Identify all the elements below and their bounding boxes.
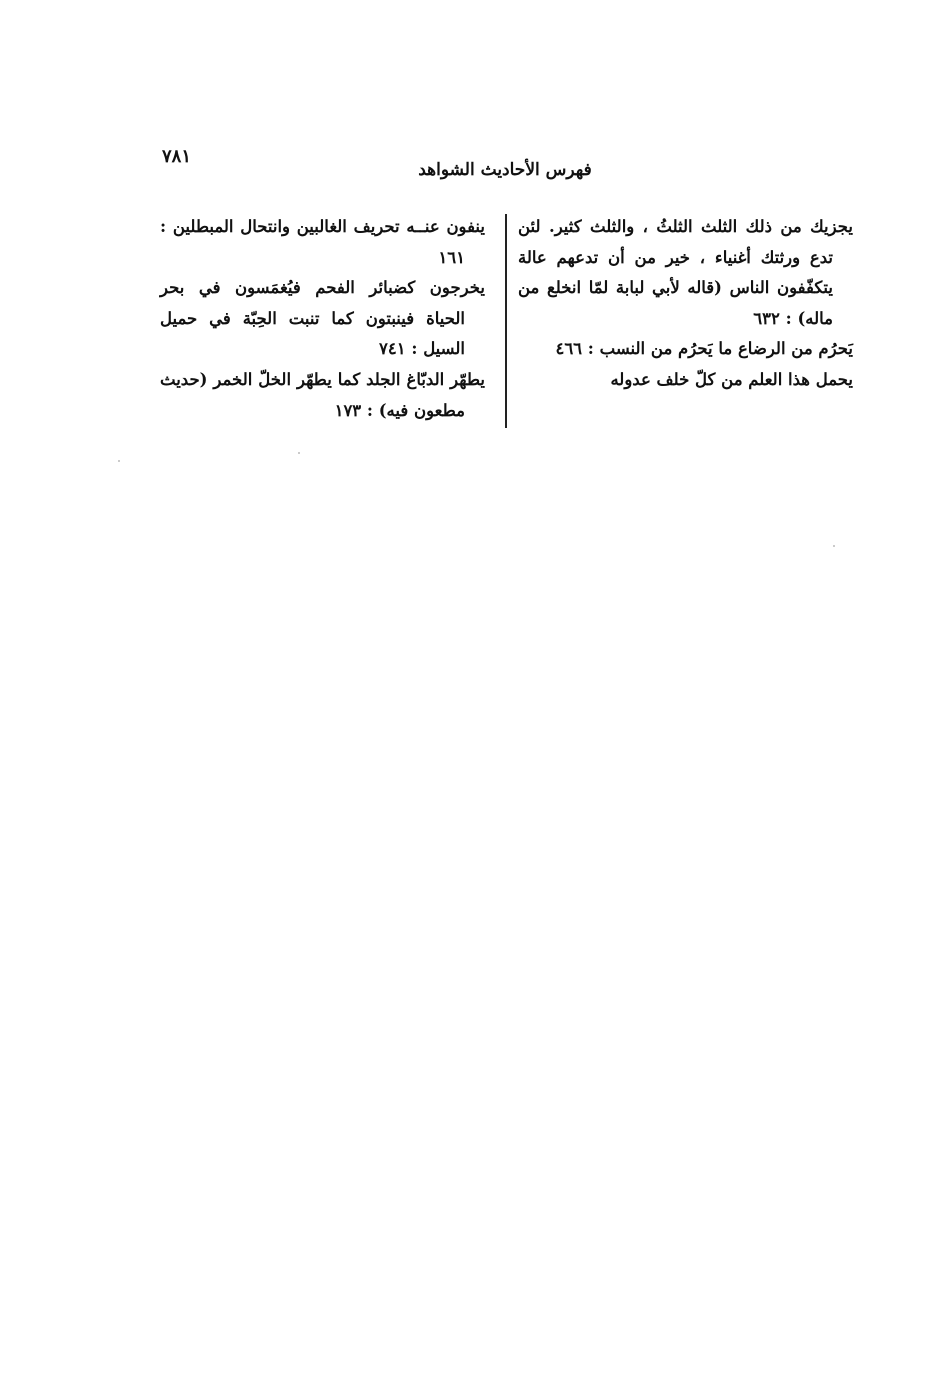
- entry-text: يخرجون كضبائر الفحم فيُغمَسون في بحر الحياة فينبتون كما تنبت الحِبّة في حميل السيل : ٧٤١: [160, 278, 485, 359]
- entry-text: يطهّر الدبّاغ الجلد كما يطهّر الخلّ الخمر (حديث مطعون فيه) : ١٧٣: [160, 369, 485, 420]
- index-entry: [518, 365, 853, 396]
- scan-speck: [298, 452, 300, 454]
- index-entry: [160, 273, 485, 365]
- left-column: [160, 212, 485, 426]
- index-entry: [518, 212, 853, 334]
- entry-text: يجزيك من ذلك الثلث الثلثُ ، والثلث كثير. لئن تدع ورثتك أغنياء ، خير من أن تدعهم عالة يتكفّفون الناس (قاله لأبي لبابة لمّا انخلع من ماله) : ٦٣٢: [518, 217, 853, 328]
- column-divider: [505, 214, 507, 428]
- entry-text: يَحرُم من الرضاع ما يَحرُم من النسب : ٤٦٦: [555, 339, 853, 359]
- entry-text: يحمل هذا العلم من كلّ خلف عدوله: [610, 369, 853, 389]
- scan-speck: [833, 545, 835, 547]
- scan-speck: [118, 460, 120, 462]
- entry-text: ينفون عنــه تحريف الغالبين وانتحال المبطلين : ١٦١: [160, 217, 485, 267]
- running-title: فهرس الأحاديث الشواهد: [418, 160, 592, 180]
- index-entry: [160, 365, 485, 426]
- index-entry: [518, 334, 853, 365]
- index-entry: [160, 212, 485, 273]
- page-number: ٧٨١: [162, 146, 192, 167]
- right-column: [518, 212, 853, 396]
